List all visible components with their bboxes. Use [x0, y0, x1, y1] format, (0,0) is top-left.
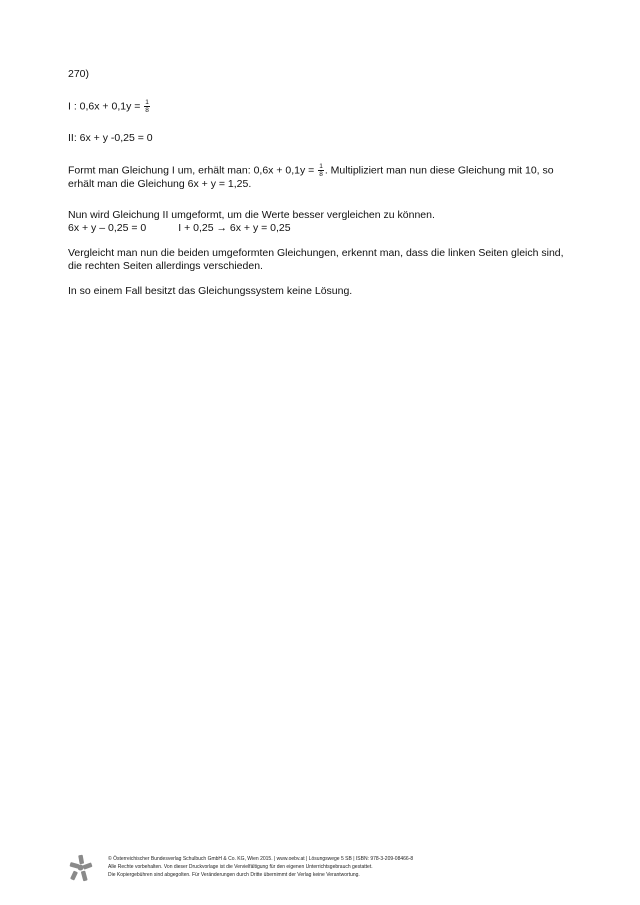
- paragraph-comparison: [68, 247, 588, 273]
- paragraph-line: Nun wird Gleichung II umgeformt, um die Werte besser vergleichen zu können.: [68, 209, 435, 221]
- fraction-numerator: 1: [145, 99, 149, 106]
- equation-one-text: I : 0,6x + 0,1y =: [68, 100, 144, 113]
- footer-line: Alle Rechte vorbehalten. Von dieser Druckvorlage ist die Vervielfältigung für den eigenen Unterrichtsgebrauch gestattet.: [108, 864, 373, 870]
- paragraph-text: Formt man Gleichung I um, erhält man: 0,6x + 0,1y =: [68, 164, 318, 177]
- paragraph-conclusion: In so einem Fall besitzt das Gleichungssystem keine Lösung.: [68, 285, 353, 297]
- fraction-one-eighth: [144, 99, 150, 114]
- fraction-one-eighth: [318, 163, 324, 178]
- paragraph-text: . Multipliziert man nun diese Gleichung mit 10, so: [324, 164, 554, 177]
- solution-content: [68, 68, 588, 298]
- equation-left: 6x + y – 0,25 = 0: [68, 222, 147, 234]
- footer-text: [108, 855, 413, 879]
- exercise-number: 270): [68, 68, 90, 80]
- footer-line: © Österreichischer Bundesverlag Schulbuch GmbH & Co. KG, Wien 2015. | www.oebv.at | Lösungswege 5 SB | ISBN: 978-3-209-08466-8: [108, 856, 414, 862]
- equation-right: I + 0,25 → 6x + y = 0,25: [178, 222, 291, 234]
- paragraph-transform-two: [68, 209, 588, 235]
- paragraph-line: die rechten Seiten allerdings verschieden.: [68, 260, 263, 272]
- paragraph-transform-one: [68, 163, 588, 191]
- equation-one: [68, 99, 588, 114]
- footer-line: Die Kopiergebühren sind abgegolten. Für Veränderungen durch Dritte übernimmt der Verlag keine Verantwortung.: [108, 872, 360, 878]
- paragraph-line: [68, 163, 588, 178]
- fraction-numerator: 1: [319, 163, 323, 170]
- oebv-logo-icon: [68, 853, 94, 883]
- copyright-footer: [68, 853, 588, 887]
- equation-two: II: 6x + y -0,25 = 0: [68, 132, 153, 144]
- paragraph-line: erhält man die Gleichung 6x + y = 1,25.: [68, 178, 252, 190]
- fraction-denominator: 8: [319, 171, 323, 178]
- equation-transform-line: [68, 222, 588, 235]
- paragraph-line: Vergleicht man nun die beiden umgeformten Gleichungen, erkennt man, dass die linken Seiten gleich sind,: [68, 247, 564, 259]
- fraction-denominator: 8: [145, 107, 149, 114]
